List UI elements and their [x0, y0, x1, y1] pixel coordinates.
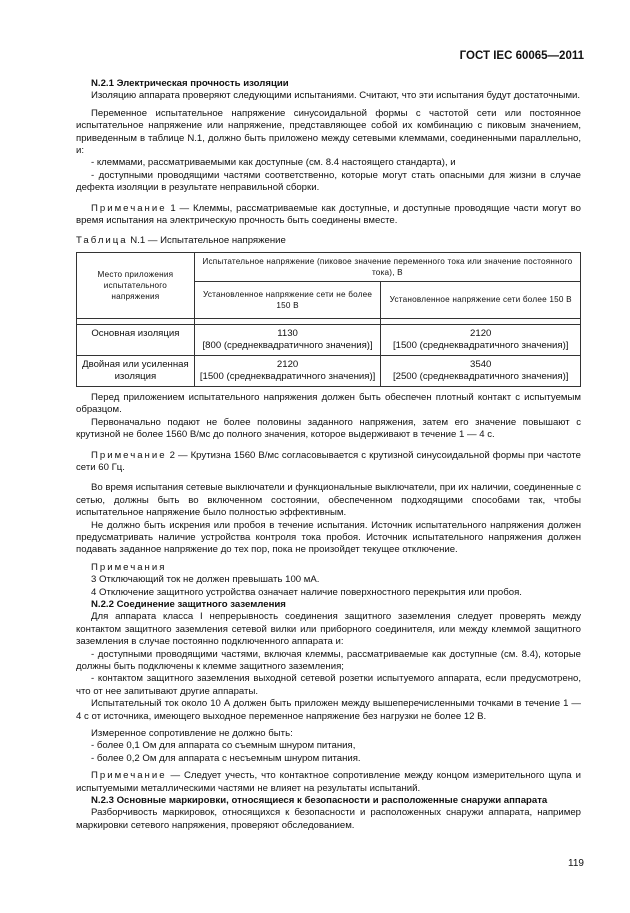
section-heading: N.2.2 Соединение защитного заземления: [91, 598, 286, 610]
notes-label: Примечания: [91, 561, 167, 573]
voltage-value: 2120: [470, 327, 492, 339]
paragraph: Не должно быть искрения или пробоя в течение испытания. Источник испытательного напряжения должен предусматривать наличие устройства контроля тока пробоя. Источник испытательного напряжения должен подавать заданное напряжение до тех пор, пока не произойдет текущее отключение.: [76, 519, 581, 556]
paragraph: Для аппарата класса I непрерывность соединения защитного заземления следует проверять между контактом защитного заземления сетевой вилки или приборного соединителя, или между клеммой защитного заземления в случае постоянно подключенного аппарата и:: [76, 611, 581, 648]
table-row: [77, 324, 581, 355]
section-heading: N.2.1 Электрическая прочность изоляции: [91, 78, 289, 89]
table-cell-value: [194, 324, 381, 355]
rms-value: [800 (среднеквадратичного значения)]: [202, 339, 373, 351]
table-caption-text: N.1 — Испытательное напряжение: [130, 235, 286, 247]
table-header-location: Место приложения испытательного напряжения: [77, 252, 195, 318]
note-label: Примечание: [91, 202, 167, 214]
table-header-voltage: Испытательное напряжение (пиковое значение переменного тока или значение постоянного тока), В: [194, 252, 580, 281]
note-label: Примечание: [91, 770, 167, 782]
note-text: 1 — Клеммы, рассматриваемые как доступные, и доступные проводящие части могут во время испытания на электрическую прочность быть соединены вместе.: [76, 202, 581, 227]
paragraph: Переменное испытательное напряжение синусоидальной формы с частотой сети или постоянное испытательное напряжение или напряжение, представляющее собой их комбинацию с пиковым значением, приведенным в таблице N.1, должно быть приложено между сетевыми клеммами, соединенными параллельно, и:: [76, 107, 581, 157]
list-item: - доступными проводящими частями соответственно, которые могут стать опасными для жизни в случае дефекта изоляции в результате неправильной сборки.: [76, 169, 581, 194]
page-content: [76, 78, 581, 832]
note: [76, 450, 581, 475]
paragraph: Разборчивость маркировок, относящихся к безопасности и расположенных снаружи аппарата, например маркировки сетевого напряжения, проверяют обследованием.: [76, 807, 581, 831]
table-cell-value: [381, 355, 581, 386]
rms-value: [1500 (среднеквадратичного значения)]: [199, 370, 376, 382]
paragraph: Измеренное сопротивление не должно быть:: [91, 728, 293, 740]
rms-value: [2500 (среднеквадратичного значения)]: [392, 370, 569, 382]
list-item: - клеммами, рассматриваемыми как доступные (см. 8.4 настоящего стандарта), и: [91, 157, 456, 169]
page-number: 119: [568, 858, 584, 869]
paragraph: Испытательный ток около 10 А должен быть приложен между вышеперечисленными точками в течение 1 — 4 с от источника, имеющего выходное переменное напряжение без нагрузки не более 12 В.: [76, 698, 581, 722]
table-header-le150: Установленное напряжение сети не более 150 В: [194, 281, 381, 318]
note: 4 Отключение защитного устройства означает наличие поверхностного перекрытия или пробоя.: [91, 586, 522, 598]
note: [76, 203, 581, 228]
voltage-value: 2120: [276, 358, 299, 370]
table-header-gt150: Установленное напряжение сети более 150 В: [381, 281, 581, 318]
document-code: ГОСТ IEC 60065—2011: [459, 50, 584, 62]
list-item: - более 0,1 Ом для аппарата со съемным шнуром питания,: [91, 740, 356, 752]
note-label: Примечание: [91, 449, 167, 461]
note-text: — Следует учесть, что контактное сопротивление между концом измерительного щупа и испытуемыми металлическими частями не влияет на результаты испытаний.: [76, 770, 581, 794]
list-item: - более 0,2 Ом для аппарата с несъемным шнуром питания.: [91, 752, 361, 764]
table-cell-label: Двойная или усиленная изоляция: [77, 355, 195, 386]
paragraph: Во время испытания сетевые выключатели и функциональные выключатели, при их наличии, соединенные с сетью, должны быть во включенном состоянии, обеспеченном подходящими способами так, чтобы испытательное напряжение было полностью эффективным.: [76, 482, 581, 519]
note: 3 Отключающий ток не должен превышать 100 мА.: [91, 574, 320, 586]
table-caption: [76, 235, 581, 247]
section-heading: N.2.3 Основные маркировки, относящиеся к безопасности и расположенные снаружи аппарата: [91, 795, 548, 807]
voltage-value: 1130: [277, 327, 298, 339]
table-cell-label: Основная изоляция: [77, 324, 195, 355]
paragraph: Первоначально подают не более половины заданного напряжения, затем его значение повышают с крутизной не более 1560 В/мс до полного значения, которое выдерживают в течение 1 — 4 с.: [76, 416, 581, 441]
table-caption-label: Таблица: [76, 235, 128, 247]
paragraph: Перед приложением испытательного напряжения должен быть обеспечен плотный контакт с испытуемым образцом.: [76, 391, 581, 416]
voltage-value: 3540: [470, 358, 492, 370]
note: [76, 770, 581, 795]
list-item: - доступными проводящими частями, включая клеммы, рассматриваемые как доступные (см. 8.4), которые должны быть подключены к клемме защитного заземления;: [76, 648, 581, 672]
note-text: 2 — Крутизна 1560 В/мс согласовывается с крутизной синусоидальной формы при частоте сети 60 Гц.: [76, 449, 581, 473]
list-item: - контактом защитного заземления выходной сетевой розетки испытуемого аппарата, если предусмотрено, что от нее запитывают другие аппараты.: [76, 673, 581, 697]
table-row: [77, 355, 581, 386]
rms-value: [1500 (среднеквадратичного значения)]: [392, 339, 569, 351]
table-cell-value: [194, 355, 381, 386]
test-voltage-table: [76, 252, 581, 387]
table-cell-value: [381, 324, 581, 355]
paragraph: Изоляцию аппарата проверяют следующими испытаниями. Считают, что эти испытания будут достаточными.: [91, 90, 581, 102]
